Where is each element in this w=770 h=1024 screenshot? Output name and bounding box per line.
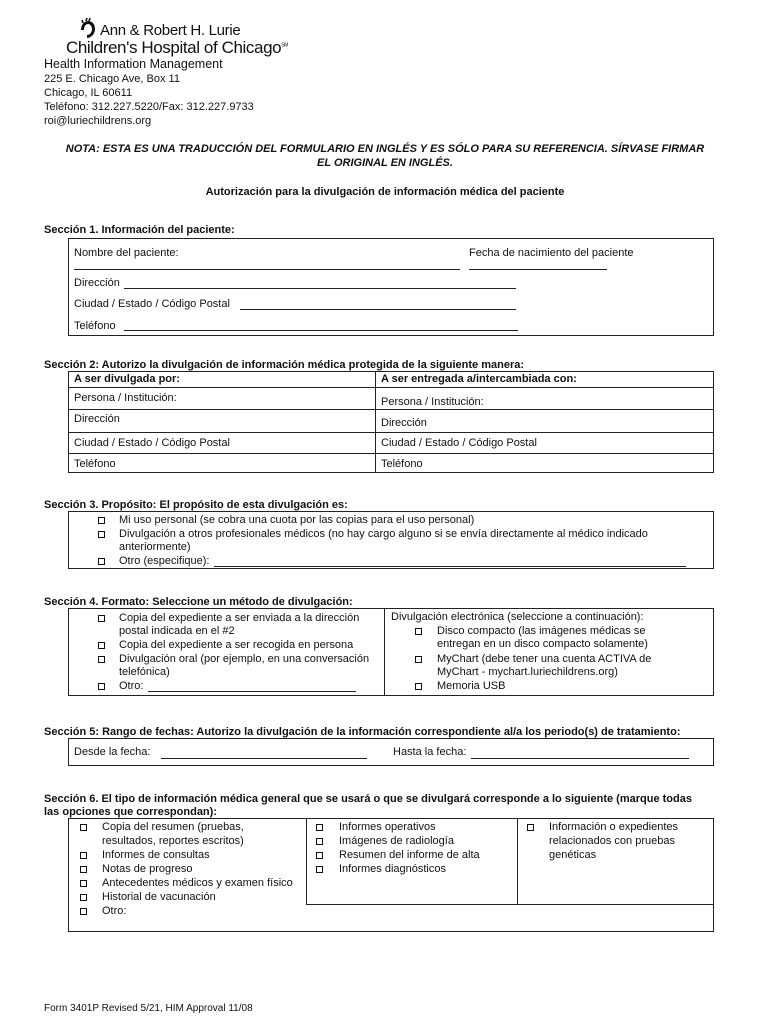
format-mail-checkbox[interactable] [98,615,105,622]
release-by-header: A ser divulgada por: [74,373,180,385]
format-pickup-checkbox[interactable] [98,642,105,649]
format-cd-label: Disco compacto (las imágenes médicas se [437,625,646,637]
purpose-other-checkbox[interactable] [98,558,105,565]
city-label: Ciudad / Estado / Código Postal [74,298,230,310]
section5-box [68,738,714,766]
section6-heading: Sección 6. El tipo de información médica general que se usará o que se divulgará corresponde a lo siguiente (marque todas [44,793,692,805]
section6-heading-cont: las opciones que correspondan): [44,806,217,818]
address-field[interactable] [124,288,516,289]
format-pickup-label: Copia del expediente a ser recogida en persona [119,639,354,651]
type-genetic-label-cont: relacionados con pruebas [549,835,675,847]
type-vaccine-checkbox[interactable] [80,894,87,901]
type-history-label: Antecedentes médicos y examen físico [102,877,293,889]
section3-heading: Sección 3. Propósito: El propósito de esta divulgación es: [44,499,348,511]
section6-row-line [306,904,714,905]
patient-name-field[interactable] [74,269,460,270]
format-mychart-checkbox[interactable] [415,656,422,663]
section6-divider2 [517,818,518,904]
type-other-label: Otro: [102,905,127,917]
department: Health Information Management [44,57,223,71]
translation-note: NOTA: ESTA ES UNA TRADUCCIÓN DEL FORMULARIO EN INGLÉS Y ES SÓLO PARA SU REFERENCIA. SÍRVASE FIRMAR EL ORIGINAL EN INGLÉS. [65,143,705,169]
from-phone-field[interactable]: Teléfono [74,458,116,470]
row-line [68,409,714,410]
from-date-field[interactable] [161,758,367,759]
type-history-checkbox[interactable] [80,880,87,887]
purpose-professional-checkbox[interactable] [98,531,105,538]
email: roi@luriechildrens.org [44,115,152,127]
dob-field[interactable] [469,269,607,270]
form-footer: Form 3401P Revised 5/21, HIM Approval 11/08 [44,1003,253,1014]
address-line2: Chicago, IL 60611 [44,87,133,99]
city-field[interactable] [240,309,516,310]
format-usb-checkbox[interactable] [415,683,422,690]
type-progress-label: Notas de progreso [102,863,193,875]
patient-name-label: Nombre del paciente: [74,247,179,259]
to-phone-field[interactable]: Teléfono [381,458,423,470]
section4-heading: Sección 4. Formato: Seleccione un método de divulgación: [44,596,353,608]
dob-label: Fecha de nacimiento del paciente [469,247,634,259]
type-other-checkbox[interactable] [80,908,87,915]
hospital-logo-icon [78,18,98,40]
format-mychart-label: MyChart (debe tener una cuenta ACTIVA de [437,653,652,665]
section4-divider [384,608,385,696]
format-cd-checkbox[interactable] [415,628,422,635]
logo-text-line2: Children's Hospital of Chicago℠ [66,38,288,57]
format-cd-label-cont: entregan en un disco compacto solamente) [437,638,648,650]
type-diagnostic-label: Informes diagnósticos [339,863,446,875]
type-discharge-label: Resumen del informe de alta [339,849,480,861]
type-diagnostic-checkbox[interactable] [316,866,323,873]
type-vaccine-label: Historial de vacunación [102,891,216,903]
type-progress-checkbox[interactable] [80,866,87,873]
type-discharge-checkbox[interactable] [316,852,323,859]
electronic-heading: Divulgación electrónica (seleccione a continuación): [391,611,644,623]
format-mail-label: Copia del expediente a ser enviada a la dirección [119,612,360,624]
format-oral-label-cont: telefónica) [119,666,170,678]
type-radiology-label: Imágenes de radiología [339,835,454,847]
type-genetic-label: Información o expedientes [549,821,679,833]
purpose-professional-label: Divulgación a otros profesionales médicos (no hay cargo alguno si se envía directamente al médico indicado [119,528,648,540]
format-mail-label-cont: postal indicada en el #2 [119,625,235,637]
section2-heading: Sección 2: Autorizo la divulgación de información médica protegida de la siguiente manera: [44,359,525,371]
address-label: Dirección [74,277,120,289]
purpose-other-label: Otro (especifique): [119,555,210,567]
address-line1: 225 E. Chicago Ave, Box 11 [44,73,180,85]
section5-heading: Sección 5: Rango de fechas: Autorizo la divulgación de la información correspondiente al/a los periodo(s) de tratamiento: [44,726,681,738]
to-date-label: Hasta la fecha: [393,746,467,758]
format-other-field[interactable] [148,691,356,692]
row-line [68,453,714,454]
format-oral-checkbox[interactable] [98,656,105,663]
phone-label: Teléfono [74,320,116,332]
format-other-label: Otro: [119,680,144,692]
section6-divider1 [306,818,307,904]
type-radiology-checkbox[interactable] [316,838,323,845]
type-genetic-label-cont2: genéticas [549,849,597,861]
type-operative-label: Informes operativos [339,821,436,833]
form-title: Autorización para la divulgación de información médica del paciente [205,186,565,198]
purpose-other-field[interactable] [214,566,686,567]
to-date-field[interactable] [471,758,689,759]
format-oral-label: Divulgación oral (por ejemplo, en una conversación [119,653,370,665]
type-summary-label-cont: resultados, reportes escritos) [102,835,244,847]
type-genetic-checkbox[interactable] [527,824,534,831]
from-person-field[interactable]: Persona / Institución: [74,392,177,404]
type-summary-label: Copia del resumen (pruebas, [102,821,244,833]
type-operative-checkbox[interactable] [316,824,323,831]
from-date-label: Desde la fecha: [74,746,151,758]
to-address-field[interactable]: Dirección [381,417,427,429]
phone-fax: Teléfono: 312.227.5220/Fax: 312.227.9733 [44,101,254,113]
section1-heading: Sección 1. Información del paciente: [44,224,235,236]
format-mychart-label-cont: MyChart - mychart.luriechildrens.org) [437,666,618,678]
address-block [44,57,254,128]
from-city-field[interactable]: Ciudad / Estado / Código Postal [74,437,230,449]
to-person-field[interactable]: Persona / Institución: [381,396,484,408]
purpose-personal-label: Mi uso personal (se cobra una cuota por las copias para el uso personal) [119,514,475,526]
purpose-personal-checkbox[interactable] [98,517,105,524]
row-line [68,387,714,388]
logo-text-line1: Ann & Robert H. Lurie [100,22,241,39]
type-summary-checkbox[interactable] [80,824,87,831]
format-other-checkbox[interactable] [98,683,105,690]
type-consult-checkbox[interactable] [80,852,87,859]
type-consult-label: Informes de consultas [102,849,210,861]
format-usb-label: Memoria USB [437,680,506,692]
row-line [68,432,714,433]
release-to-header: A ser entregada a/intercambiada con: [381,373,577,385]
to-city-field[interactable]: Ciudad / Estado / Código Postal [381,437,537,449]
purpose-professional-label-cont: anteriormente) [119,541,191,553]
phone-field[interactable] [124,330,518,331]
from-address-field[interactable]: Dirección [74,413,120,425]
